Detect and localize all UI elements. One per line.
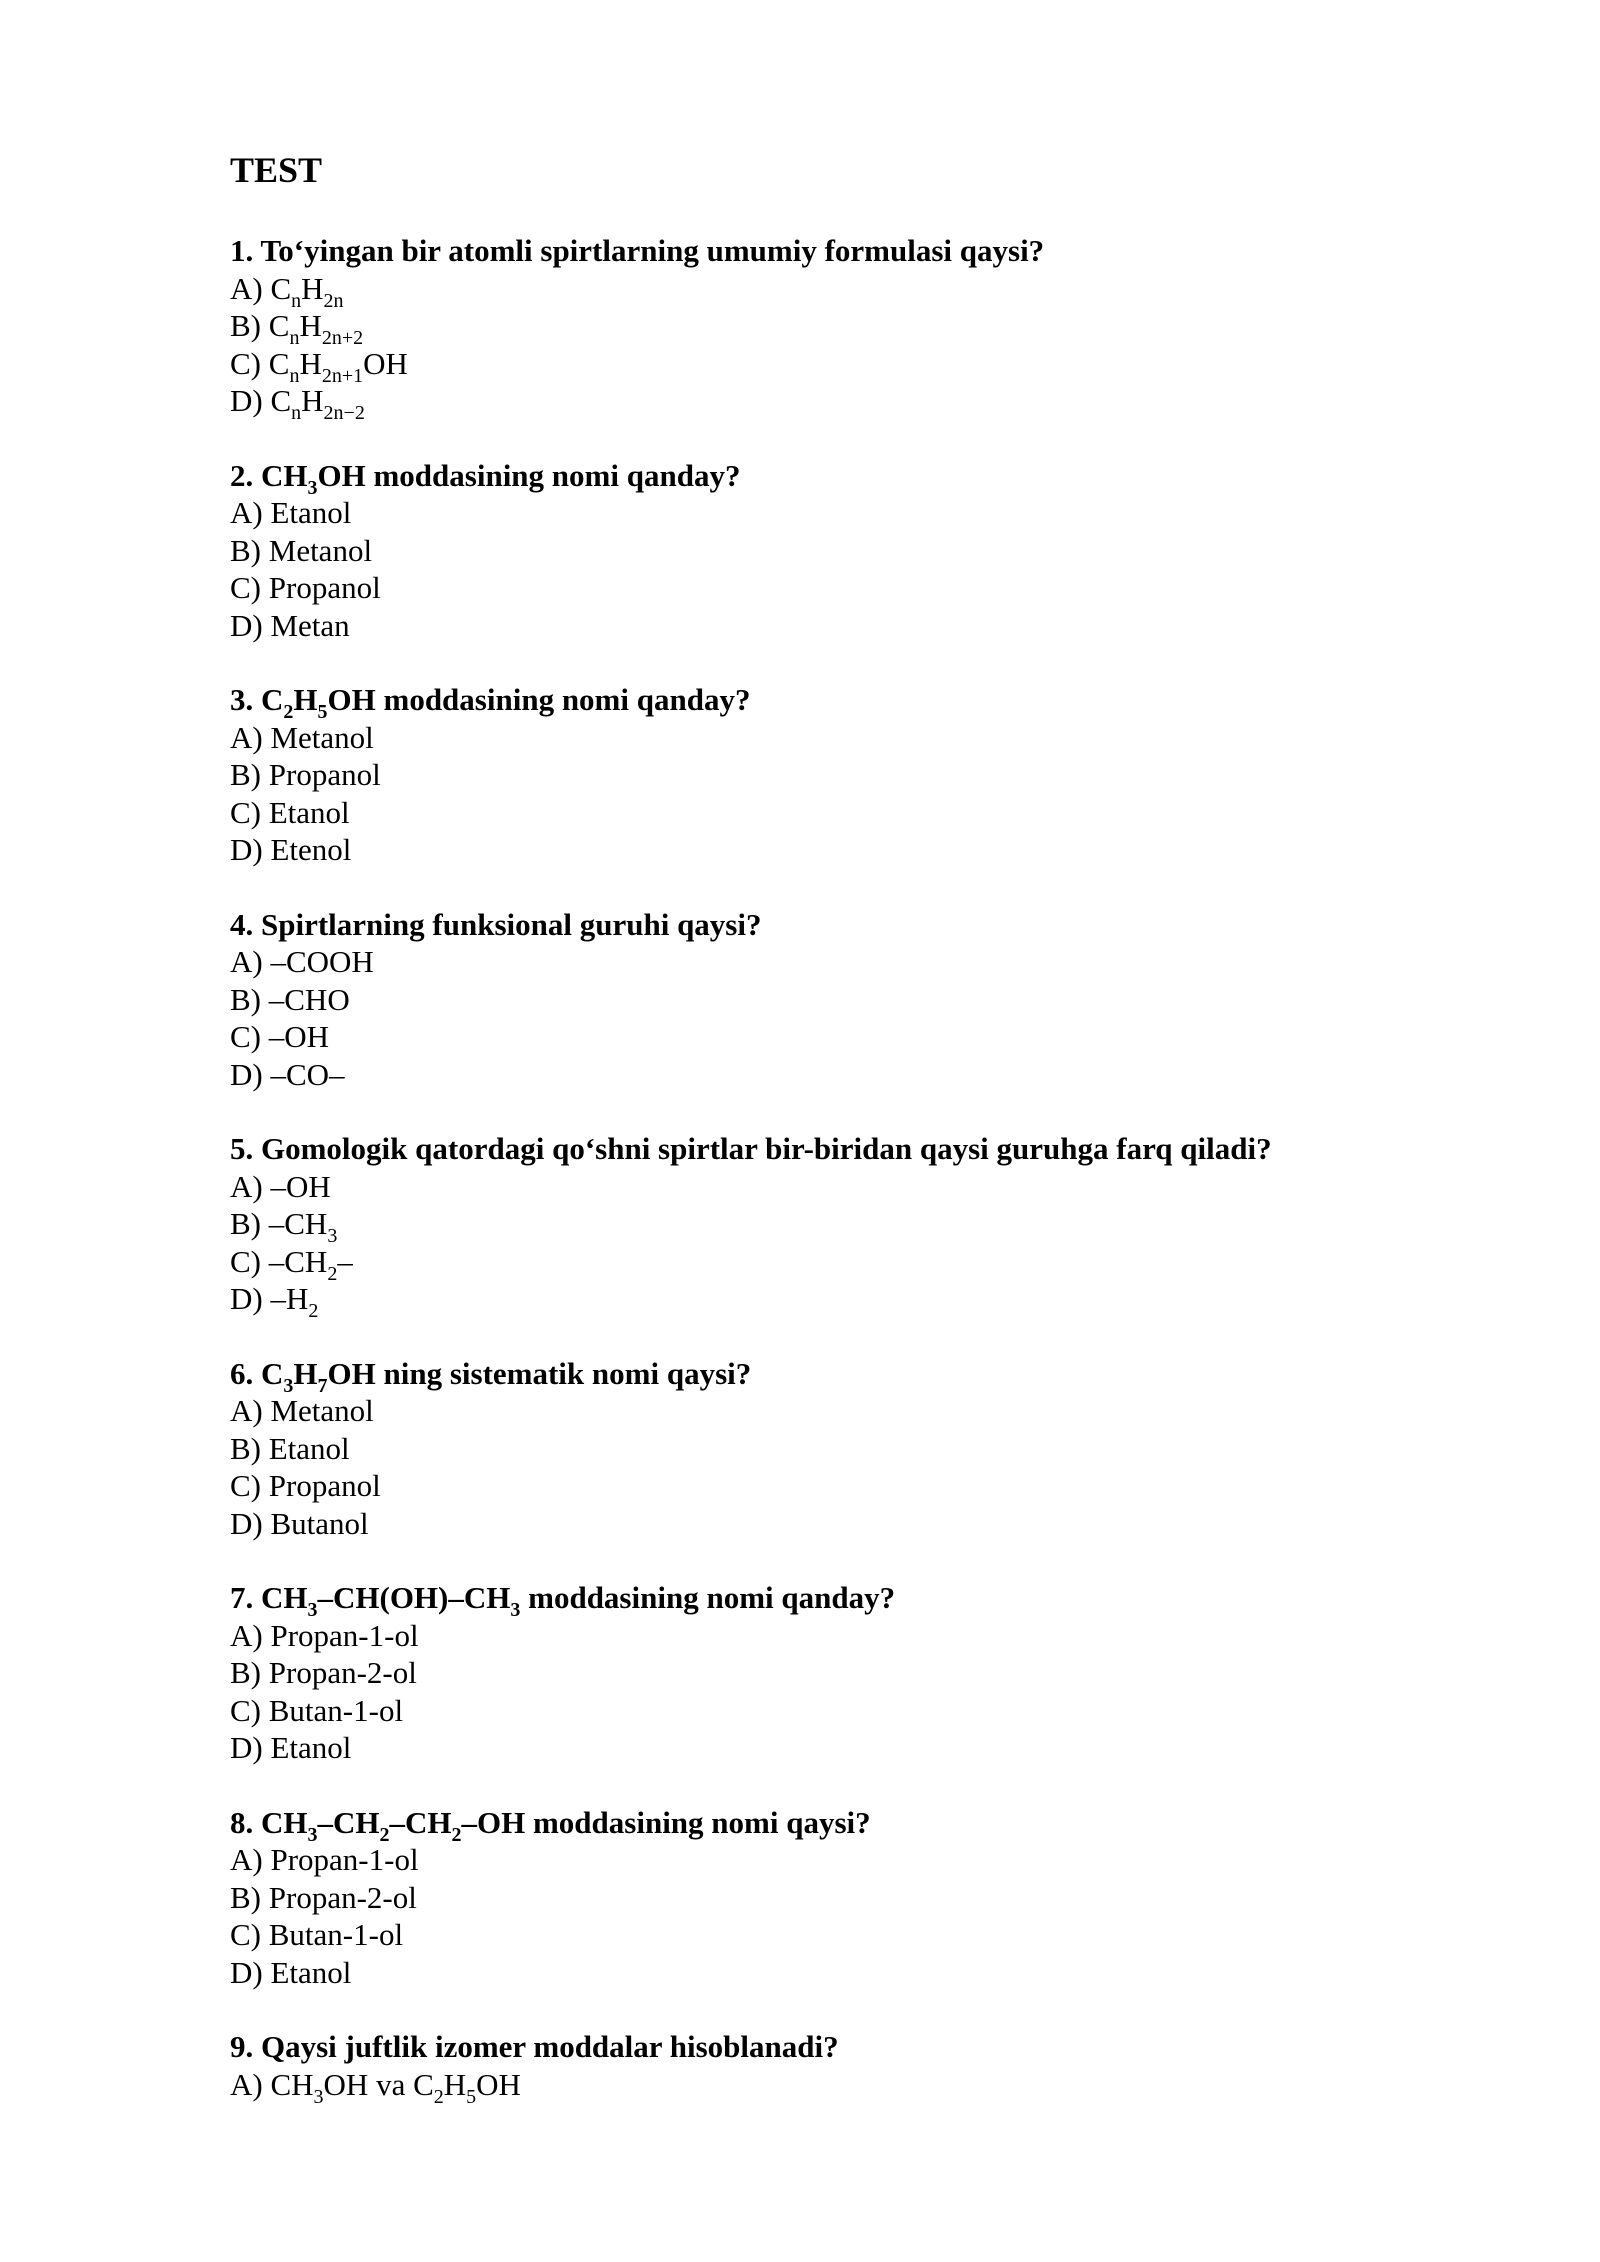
subscript-text: 3 [307,1599,318,1621]
subscript-text: 5 [317,701,328,723]
answer-option [230,1243,1530,1285]
option-letter: B) [230,1879,261,1915]
answer-option [230,1916,1530,1954]
question-number: 3. [230,682,254,717]
option-letter: B) [230,757,261,792]
text-fragment: – [337,1243,353,1279]
text-fragment: –CH(OH)–CH [317,1580,511,1615]
text-fragment: Butan-1-ol [268,1917,404,1952]
answer-option [230,270,1530,312]
subscript-text: 2n [323,289,344,312]
text-fragment: –OH moddasining nomi qaysi? [461,1804,871,1840]
answer-option [230,1954,1530,1992]
subscript-text: 2n−2 [323,402,365,424]
answer-option [230,1430,1530,1468]
text-fragment: H [443,2066,467,2102]
text-fragment: –CH [268,1206,328,1241]
option-letter: A) [230,270,263,306]
text-fragment: C [261,1355,284,1391]
option-letter: D) [230,607,263,643]
text-fragment: –COOH [270,944,374,979]
option-letter: C) [230,1468,261,1503]
text-fragment: Metanol [270,719,374,755]
question-block [230,681,1530,869]
answer-option [230,981,1530,1019]
text-fragment: Gomologik qatordagi qo‘shni spirtlar bir-biridan qaysi guruhga farq qiladi? [261,1131,1272,1166]
option-letter: D) [230,383,263,418]
answer-option [230,1467,1530,1505]
subscript-text: 2n+1 [321,364,364,387]
question-text [230,457,1530,499]
answer-option [230,1018,1530,1056]
question-block [230,2028,1530,2108]
question-text [230,1130,1530,1168]
question-block [230,1579,1530,1767]
text-fragment: –CH [268,1243,328,1279]
text-fragment: Metanol [268,532,373,568]
question-text [230,681,1530,723]
text-fragment: –CH [317,1804,380,1840]
option-letter: C) [230,1019,261,1054]
text-fragment: OH ning sistematik nomi qaysi? [327,1355,752,1391]
subscript-text: 2 [379,1823,390,1846]
text-fragment: Etanol [268,1430,350,1466]
question-text [230,906,1530,944]
answer-option [230,345,1530,387]
text-fragment: H [293,682,318,717]
question-list [230,232,1530,2108]
answer-option [230,719,1530,757]
text-fragment: Propan-2-ol [268,1879,417,1915]
subscript-text: 3 [327,1225,338,1247]
subscript-text: n [289,327,300,349]
text-fragment: OH moddasining nomi qanday? [327,682,751,717]
subscript-text: n [291,289,302,312]
text-fragment: –H [270,1281,309,1316]
option-letter: A) [230,1617,263,1653]
question-number: 2. [230,457,254,493]
text-fragment: Butan-1-ol [268,1692,404,1728]
option-letter: B) [230,981,261,1017]
subscript-text: 3 [307,1823,318,1846]
answer-option [230,494,1530,532]
answer-option [230,1841,1530,1879]
subscript-text: 3 [510,1599,521,1621]
text-fragment: Metanol [270,1393,374,1428]
text-fragment: OH [476,2066,521,2102]
option-letter: C) [230,1917,261,1952]
text-fragment: Propanol [268,1468,381,1503]
question-block [230,1804,1530,1992]
text-fragment: moddasining nomi qanday? [520,1580,896,1615]
subscript-text: 7 [317,1374,328,1397]
subscript-text: 3 [283,1374,294,1397]
text-fragment: Etenol [270,832,352,867]
option-letter: D) [230,1056,263,1092]
option-letter: D) [230,1281,263,1316]
question-text [230,1355,1530,1397]
answer-option [230,1617,1530,1655]
answer-option [230,2066,1530,2108]
subscript-text: n [291,402,302,424]
subscript-text: 3 [313,2085,324,2108]
subscript-text: 2 [451,1823,462,1846]
text-fragment: C [270,383,292,418]
text-fragment: C [268,345,290,381]
text-fragment: CH [270,2066,314,2102]
answer-option [230,1280,1530,1322]
subscript-text: 3 [307,476,318,499]
answer-option [230,382,1530,424]
text-fragment: –CH [389,1804,452,1840]
text-fragment: Etanol [270,1954,352,1990]
question-number: 7. [230,1580,254,1615]
text-fragment: C [268,308,290,343]
text-fragment: H [293,1355,318,1391]
answer-option [230,1654,1530,1692]
option-letter: C) [230,794,261,830]
option-letter: B) [230,1655,261,1690]
question-block [230,457,1530,645]
option-letter: A) [230,1168,263,1204]
text-fragment: –CO– [270,1056,345,1092]
text-fragment: H [301,383,324,418]
text-fragment: OH va C [323,2066,434,2102]
text-fragment: CH [261,457,308,493]
subscript-text: 2n+2 [321,327,364,349]
option-letter: D) [230,1954,263,1990]
option-letter: D) [230,1730,263,1765]
question-number: 8. [230,1804,254,1840]
document-title: TEST [230,150,323,190]
text-fragment: Etanol [270,495,352,530]
option-letter: A) [230,1842,263,1877]
text-fragment: To‘yingan bir atomli spirtlarning umumiy formulasi qaysi? [260,233,1045,268]
subscript-text: 2 [308,1300,319,1322]
answer-option [230,1392,1530,1430]
text-fragment: Propan-1-ol [270,1617,419,1653]
question-text [230,1579,1530,1621]
answer-option [230,1729,1530,1767]
question-block [230,1355,1530,1543]
answer-option [230,794,1530,832]
text-fragment: Propan-2-ol [268,1655,417,1690]
question-number: 1. [230,233,254,268]
option-letter: C) [230,1243,261,1279]
text-fragment: Spirtlarning funksional guruhi qaysi? [261,906,762,942]
answer-option [230,1205,1530,1247]
answer-option [230,569,1530,607]
subscript-text: 2 [283,701,294,723]
text-fragment: Etanol [268,794,350,830]
answer-option [230,943,1530,981]
test-document [230,148,1530,2140]
option-letter: C) [230,1692,261,1728]
option-letter: B) [230,1206,261,1241]
question-block [230,906,1530,1094]
answer-option [230,307,1530,349]
subscript-text: 2 [433,2085,444,2108]
text-fragment: –CHO [268,981,350,1017]
option-letter: D) [230,832,263,867]
answer-option [230,1879,1530,1917]
option-letter: B) [230,532,261,568]
option-letter: A) [230,1393,263,1428]
answer-option [230,1692,1530,1730]
question-text [230,1804,1530,1846]
question-number: 4. [230,906,254,942]
text-fragment: Metan [270,607,350,643]
option-letter: A) [230,495,263,530]
option-letter: D) [230,1505,263,1541]
answer-option [230,831,1530,869]
text-fragment: Propanol [268,757,381,792]
text-fragment: OH [363,345,408,381]
subscript-text: 2 [327,1262,338,1285]
text-fragment: –OH [268,1019,330,1054]
text-fragment: Qaysi juftlik izomer moddalar hisoblanadi? [261,2029,839,2064]
text-fragment: Etanol [270,1730,352,1765]
option-letter: A) [230,719,263,755]
question-block [230,1130,1530,1322]
question-text [230,2028,1530,2066]
answer-option [230,1505,1530,1543]
question-number: 9. [230,2029,254,2064]
question-text [230,232,1530,270]
option-letter: A) [230,2066,263,2102]
answer-option [230,1056,1530,1094]
text-fragment: CH [261,1580,308,1615]
text-fragment: Propanol [268,570,381,605]
option-letter: A) [230,944,263,979]
text-fragment: H [301,270,324,306]
text-fragment: C [261,682,284,717]
option-letter: B) [230,308,261,343]
text-fragment: CH [261,1804,308,1840]
text-fragment: Propan-1-ol [270,1842,419,1877]
answer-option [230,607,1530,645]
text-fragment: C [270,270,292,306]
answer-option [230,1168,1530,1206]
text-fragment: OH moddasining nomi qanday? [317,457,741,493]
answer-option [230,532,1530,570]
option-letter: C) [230,570,261,605]
option-letter: C) [230,345,261,381]
option-letter: B) [230,1430,261,1466]
text-fragment: Butanol [270,1505,369,1541]
text-fragment: H [299,308,322,343]
text-fragment: H [299,345,322,381]
subscript-text: n [289,364,300,387]
question-number: 6. [230,1355,254,1391]
answer-option [230,756,1530,794]
subscript-text: 5 [466,2085,477,2108]
question-number: 5. [230,1131,254,1166]
question-block [230,232,1530,424]
text-fragment: –OH [270,1168,331,1204]
